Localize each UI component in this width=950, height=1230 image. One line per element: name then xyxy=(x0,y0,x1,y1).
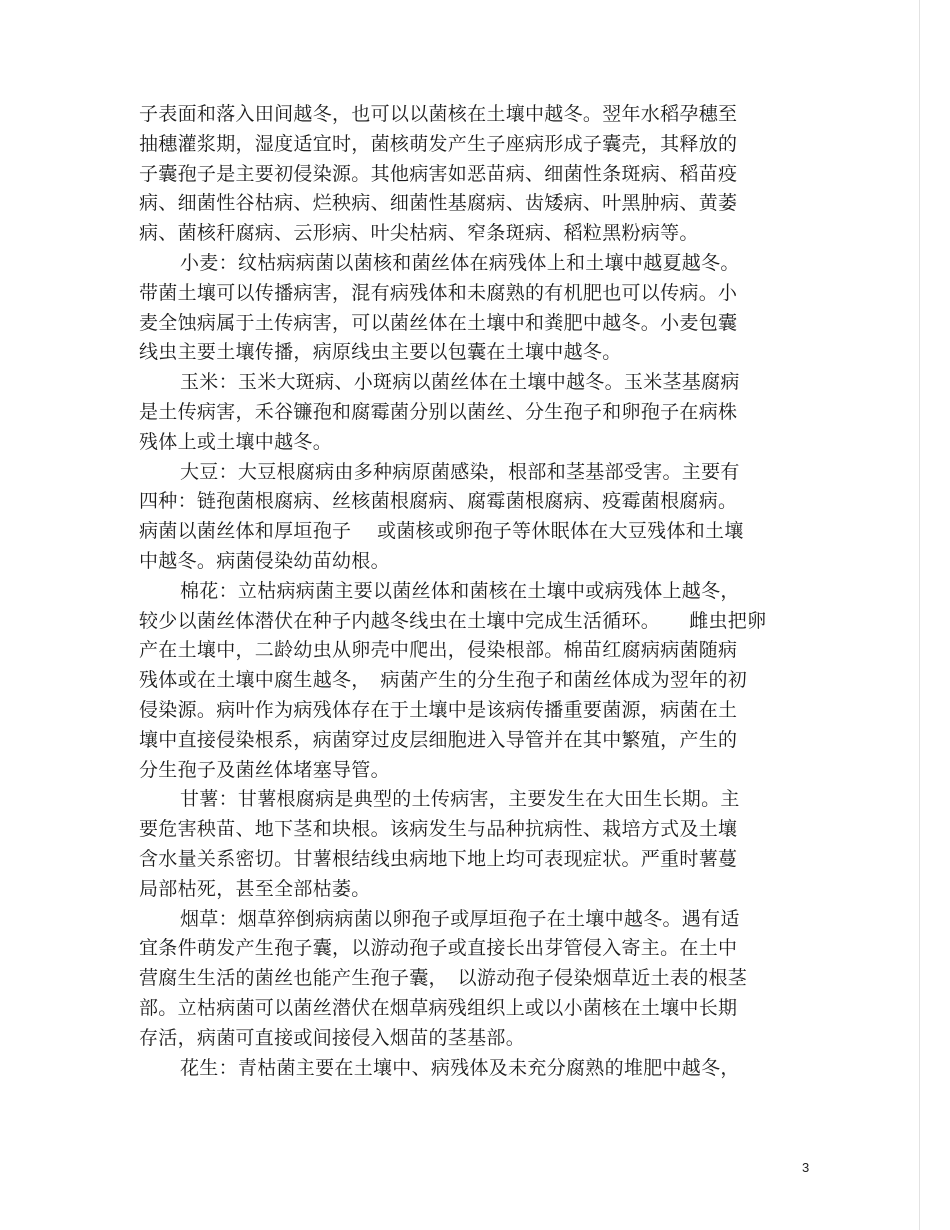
text-line: 带菌土壤可以传播病害，混有病残体和未腐熟的有机肥也可以传病。小 xyxy=(139,281,738,304)
text-line: 产在土壤中，二龄幼虫从卵壳中爬出，侵染根部。棉苗红腐病病菌随病 xyxy=(139,639,738,662)
text-line: 抽穗灌浆期，湿度适宜时，菌核萌发产生子座病形成子囊壳，其释放的 xyxy=(139,132,738,155)
text-line: 子囊孢子是主要初侵染源。其他病害如恶苗病、细菌性条斑病、稻苗疫 xyxy=(139,162,738,185)
text-line: 中越冬。病菌侵染幼苗幼根。 xyxy=(139,549,390,572)
text-line: 大豆：大豆根腐病由多种病原菌感染，根部和茎基部受害。主要有 xyxy=(180,460,740,483)
text-line: 分生孢子及菌丝体堵塞导管。 xyxy=(139,758,390,781)
text-line: 棉花：立枯病病菌主要以菌丝体和菌核在土壤中或病残体上越冬， xyxy=(180,579,740,602)
text-line: 是土传病害，禾谷镰孢和腐霉菌分别以菌丝、分生孢子和卵孢子在病株 xyxy=(139,400,738,423)
text-line: 壤中直接侵染根系，病菌穿过皮层细胞进入导管并在其中繁殖，产生的 xyxy=(139,728,738,751)
text-line: 子表面和落入田间越冬，也可以以菌核在土壤中越冬。翌年水稻孕穗至 xyxy=(139,103,738,125)
text-line: 残体上或土壤中越冬。 xyxy=(139,430,333,453)
text-line: 存活，病菌可直接或间接侵入烟苗的茎基部。 xyxy=(139,1026,526,1049)
text-line: 病、细菌性谷枯病、烂秧病、细菌性基腐病、齿矮病、叶黑肿病、黄萎 xyxy=(139,192,738,215)
page-edge-divider xyxy=(919,0,920,1230)
text-line: 营腐生生活的菌丝也能产生孢子囊， 以游动孢子侵染烟草近土表的根茎 xyxy=(139,967,748,990)
text-line: 含水量关系密切。甘薯根结线虫病地下地上均可表现症状。严重时薯蔓 xyxy=(139,847,738,870)
text-line: 玉米：玉米大斑病、小斑病以菌丝体在土壤中越冬。玉米茎基腐病 xyxy=(180,371,740,394)
text-line: 四种：链孢菌根腐病、丝核菌根腐病、腐霉菌根腐病、疫霉菌根腐病。 xyxy=(139,490,738,513)
body-text xyxy=(139,100,819,1083)
text-line: 小麦：纹枯病病菌以菌核和菌丝体在病残体上和土壤中越夏越冬。 xyxy=(180,251,740,274)
text-line: 烟草：烟草猝倒病病菌以卵孢子或厚垣孢子在土壤中越冬。遇有适 xyxy=(180,907,740,930)
text-line: 病、菌核秆腐病、云形病、叶尖枯病、窄条斑病、稻粒黑粉病等。 xyxy=(139,222,699,245)
text-line: 残体或在土壤中腐生越冬， 病菌产生的分生孢子和菌丝体成为翌年的初 xyxy=(139,669,748,692)
text-line: 花生：青枯菌主要在土壤中、病残体及未充分腐熟的堆肥中越冬， xyxy=(180,1056,740,1079)
text-line: 病菌以菌丝体和厚垣孢子 或菌核或卵孢子等休眠体在大豆残体和土壤 xyxy=(139,520,744,543)
text-line: 甘薯：甘薯根腐病是典型的土传病害，主要发生在大田生长期。主 xyxy=(180,788,740,811)
text-line: 部。立枯病菌可以菌丝潜伏在烟草病残组织上或以小菌核在土壤中长期 xyxy=(139,996,738,1019)
text-line: 宜条件萌发产生孢子囊，以游动孢子或直接长出芽管侵入寄主。在土中 xyxy=(139,937,738,960)
page-number: 3 xyxy=(802,1160,810,1175)
text-line: 侵染源。病叶作为病残体存在于土壤中是该病传播重要菌源，病菌在土 xyxy=(139,698,738,721)
text-line: 线虫主要土壤传播，病原线虫主要以包囊在土壤中越冬。 xyxy=(139,341,622,364)
text-line: 麦全蚀病属于土传病害，可以菌丝体在土壤中和粪肥中越冬。小麦包囊 xyxy=(139,311,738,334)
text-line: 局部枯死，甚至全部枯萎。 xyxy=(139,877,371,900)
text-line: 较少以菌丝体潜伏在种子内越冬线虫在土壤中完成生活循环。 雌虫把卵 xyxy=(139,609,767,632)
text-line: 要危害秧苗、地下茎和块根。该病发生与品种抗病性、栽培方式及土壤 xyxy=(139,818,738,841)
